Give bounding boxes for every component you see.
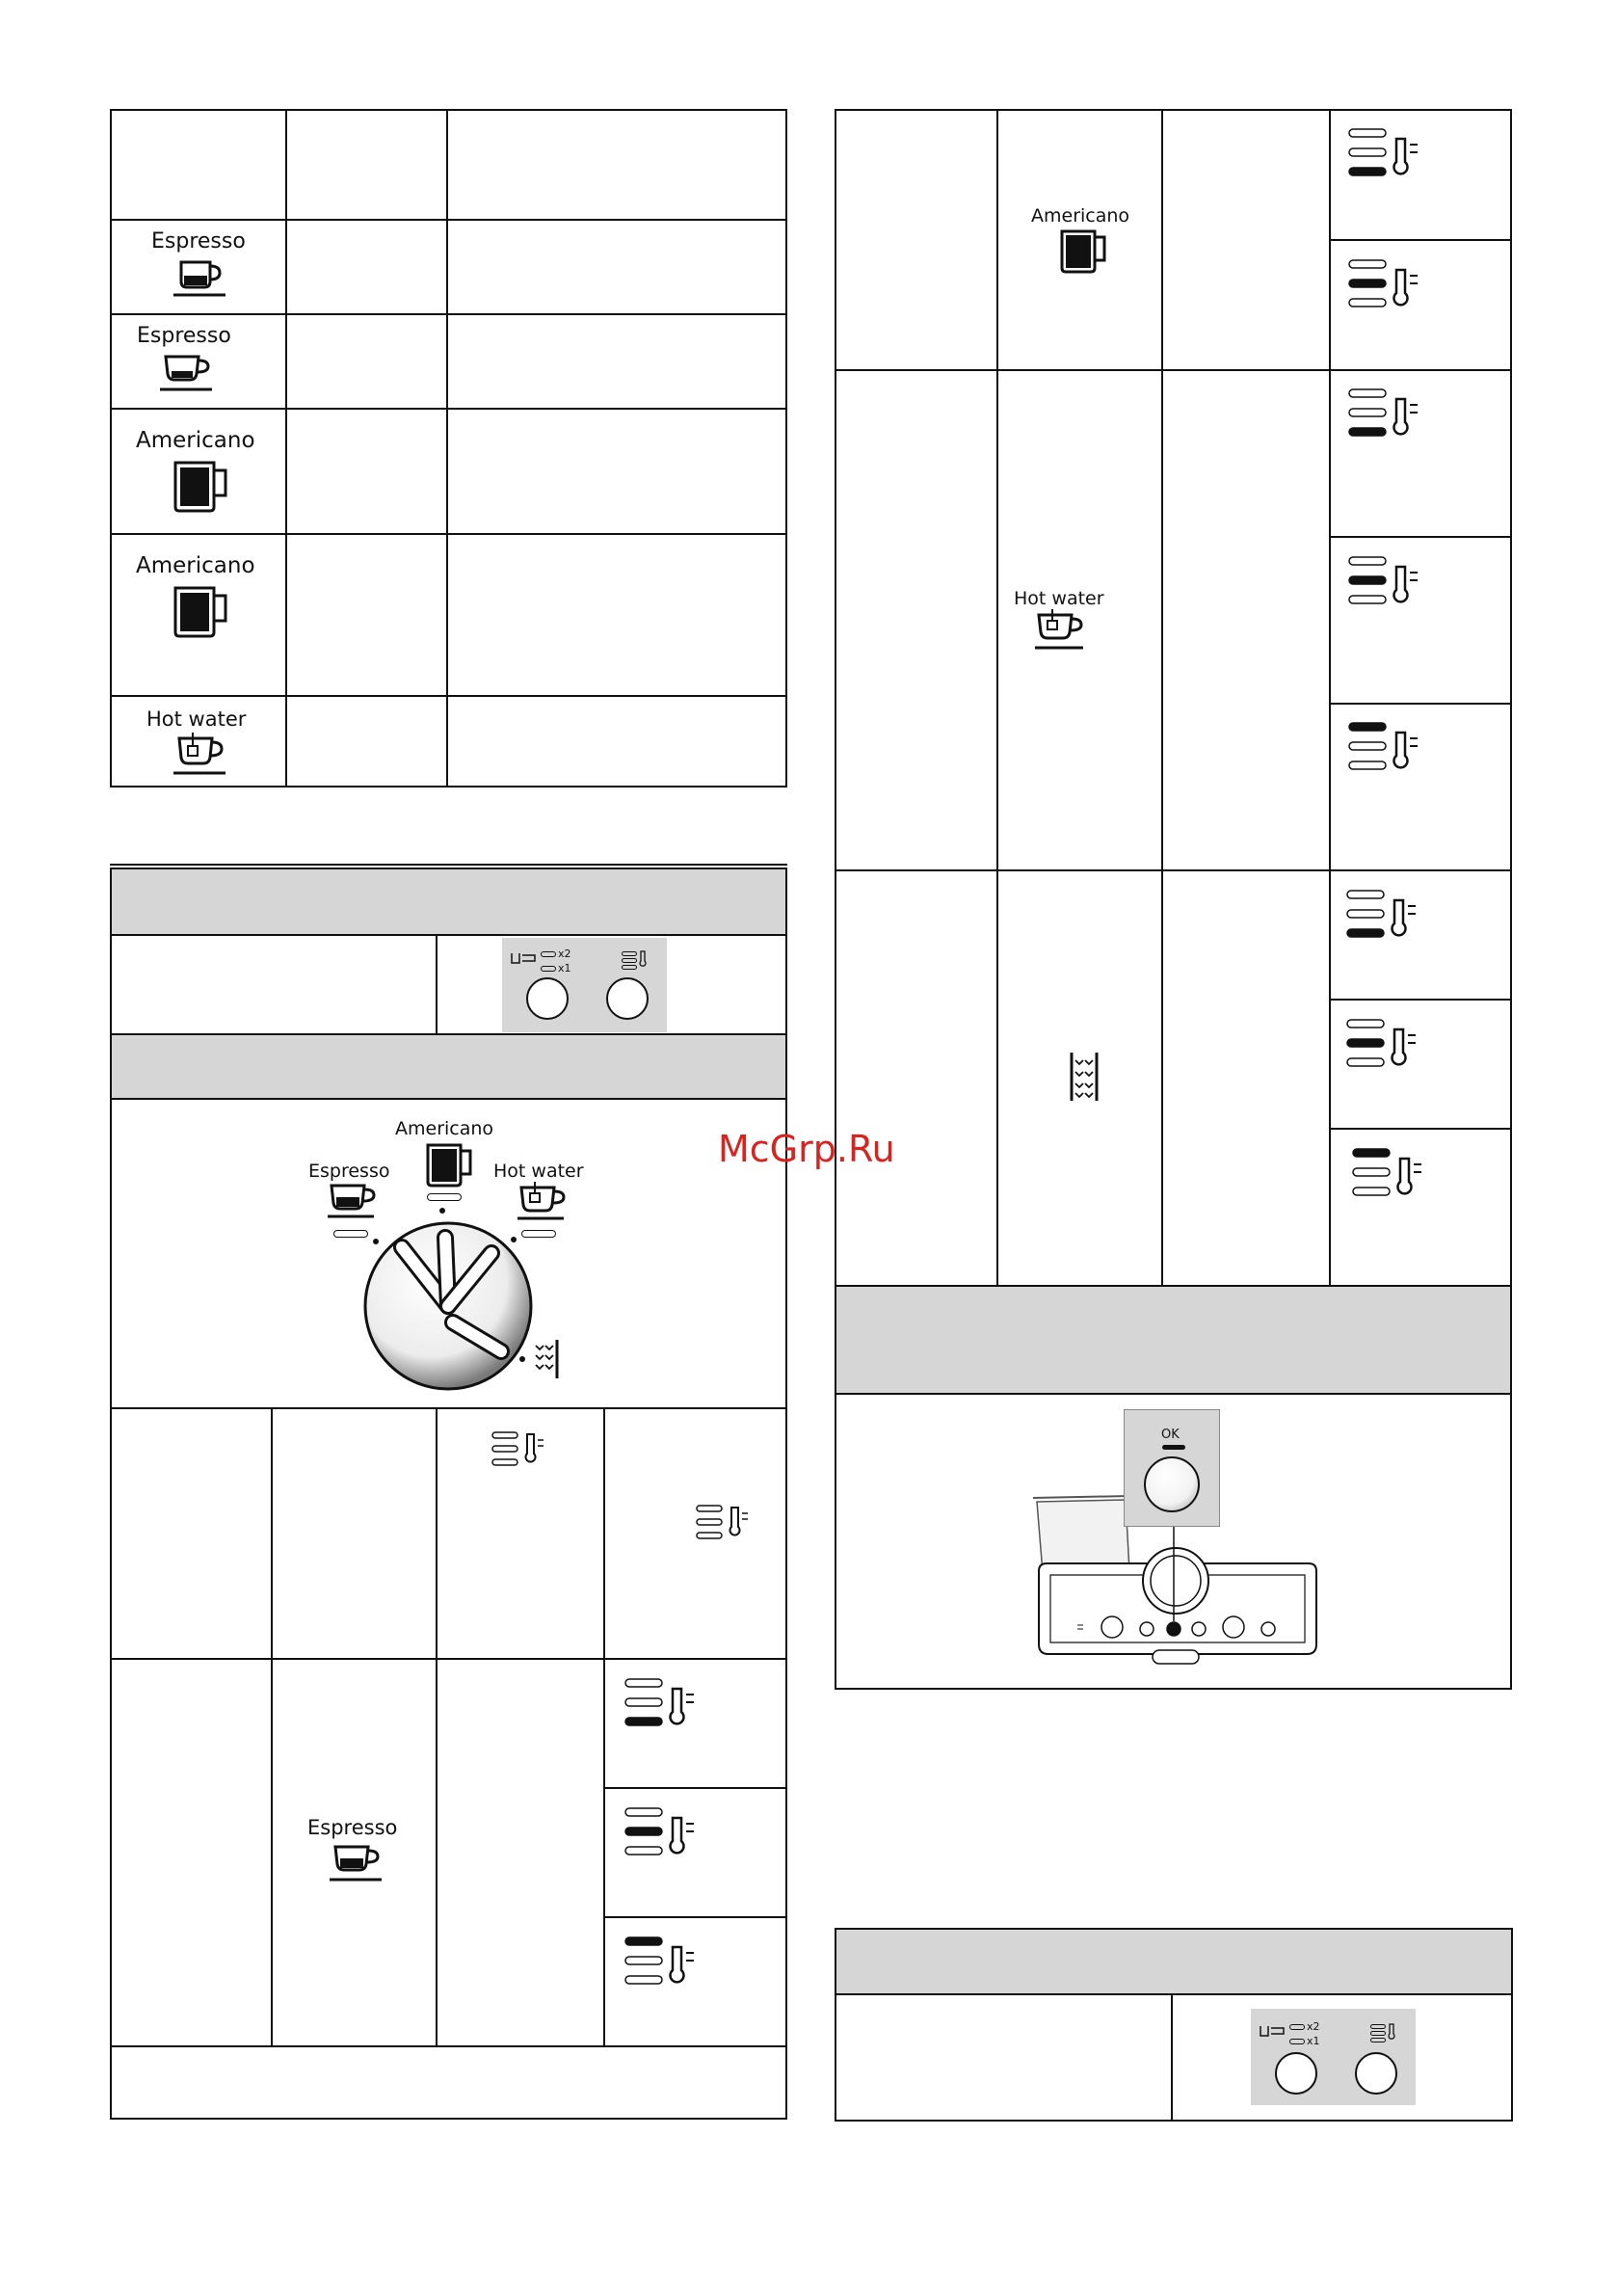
panel-row [110,934,787,1035]
steam-icon [532,1338,561,1380]
level-line [1289,2024,1305,2030]
temperature-level-icon [491,1430,549,1473]
temperature-button[interactable] [1355,2052,1397,2095]
section-header-bar [835,1285,1512,1395]
temperature-high-icon [624,1936,698,1997]
hot-water-label: Hot water [1014,588,1104,609]
espresso-cup-icon [160,353,218,395]
x2-label: x2 [558,948,571,960]
table-divider [835,869,1512,871]
temperature-table-left [110,1407,787,2120]
control-panel-illustration [1251,2009,1416,2105]
steam-icon [1070,1051,1099,1103]
table-divider [1161,109,1163,1287]
espresso-label: Espresso [151,229,246,254]
temperature-button[interactable] [606,977,649,1020]
temp-level-icon [622,965,637,970]
temperature-level-icon [696,1504,754,1546]
table-divider [1329,109,1331,1287]
thermometer-icon [638,949,648,969]
table-divider [110,408,787,410]
espresso-label: Espresso [308,1161,390,1182]
temperature-high-icon [1348,721,1421,783]
temperature-low-icon [1346,889,1419,950]
selector-dial-icon[interactable] [357,1207,559,1400]
level-line [541,951,556,957]
temperature-low-icon [624,1677,698,1739]
cup-size-button[interactable] [1275,2052,1317,2095]
hot-water-label: Hot water [146,707,247,731]
espresso-label: Espresso [137,324,231,348]
americano-label: Americano [136,553,255,578]
table-divider [1171,1993,1173,2122]
table-divider [436,934,438,1035]
espresso-label: Espresso [307,1816,398,1839]
indicator-slot [427,1193,462,1201]
level-line [1289,2039,1305,2044]
table-divider [603,1916,787,1918]
table-divider [835,369,1512,371]
temperature-high-icon [1352,1147,1425,1209]
temp-level-icon [1370,2024,1386,2029]
watermark: McGrp.Ru [718,1128,895,1170]
hot-water-cup-icon [1035,609,1087,652]
ok-button-callout [1124,1409,1220,1527]
cup-size-icon [1259,2024,1286,2042]
americano-mug-icon [426,1143,474,1188]
table-divider [436,1407,438,2047]
table-divider [271,1407,273,2047]
temperature-low-icon [1348,387,1421,449]
control-panel-illustration [502,938,667,1032]
x1-label: x1 [1307,2035,1320,2047]
thermometer-icon [1387,2022,1396,2042]
table-divider [1329,536,1512,538]
section-header-bar [835,1928,1513,1995]
temperature-medium-icon [1346,1018,1419,1080]
table-divider [110,695,787,697]
table-divider [603,1787,787,1789]
ok-indicator [1162,1445,1185,1450]
espresso-cup-icon [330,1843,387,1885]
americano-mug-icon [1060,229,1108,274]
table-divider [110,313,787,315]
temperature-medium-icon [1348,555,1421,617]
table-divider [446,109,448,788]
table-divider [603,1407,605,2047]
table-divider [110,533,787,535]
cup-size-button[interactable] [526,977,569,1020]
x1-label: x1 [558,962,571,974]
americano-label: Americano [395,1118,494,1139]
ok-button[interactable] [1144,1456,1200,1512]
table-divider [110,2045,787,2047]
table-divider [110,1658,787,1660]
section-rule [110,864,787,866]
table-divider [1329,239,1512,241]
table-divider [285,109,287,788]
temp-level-icon [622,958,637,963]
temp-level-icon [1370,2031,1386,2036]
x2-label: x2 [1307,2020,1320,2033]
temperature-low-icon [1348,127,1421,189]
cup-size-icon [510,951,537,969]
temperature-medium-icon [1348,258,1421,320]
table-divider [1329,1128,1512,1130]
espresso-cup-icon [173,258,231,301]
ok-label: OK [1161,1428,1180,1442]
americano-mug-icon [173,586,233,638]
section-header-bar [110,868,787,936]
hot-water-label: Hot water [493,1161,584,1182]
temperature-medium-icon [624,1806,698,1868]
table-divider [996,109,998,1287]
americano-mug-icon [173,461,233,513]
table-divider [1329,703,1512,705]
temp-level-icon [1370,2038,1386,2042]
hot-water-cup-icon [173,733,231,777]
level-line [541,966,556,972]
americano-label: Americano [1031,205,1130,227]
temp-level-icon [622,951,637,956]
americano-label: Americano [136,428,255,453]
table-divider [110,219,787,221]
table-divider [1329,999,1512,1001]
section-header-bar [110,1033,787,1100]
